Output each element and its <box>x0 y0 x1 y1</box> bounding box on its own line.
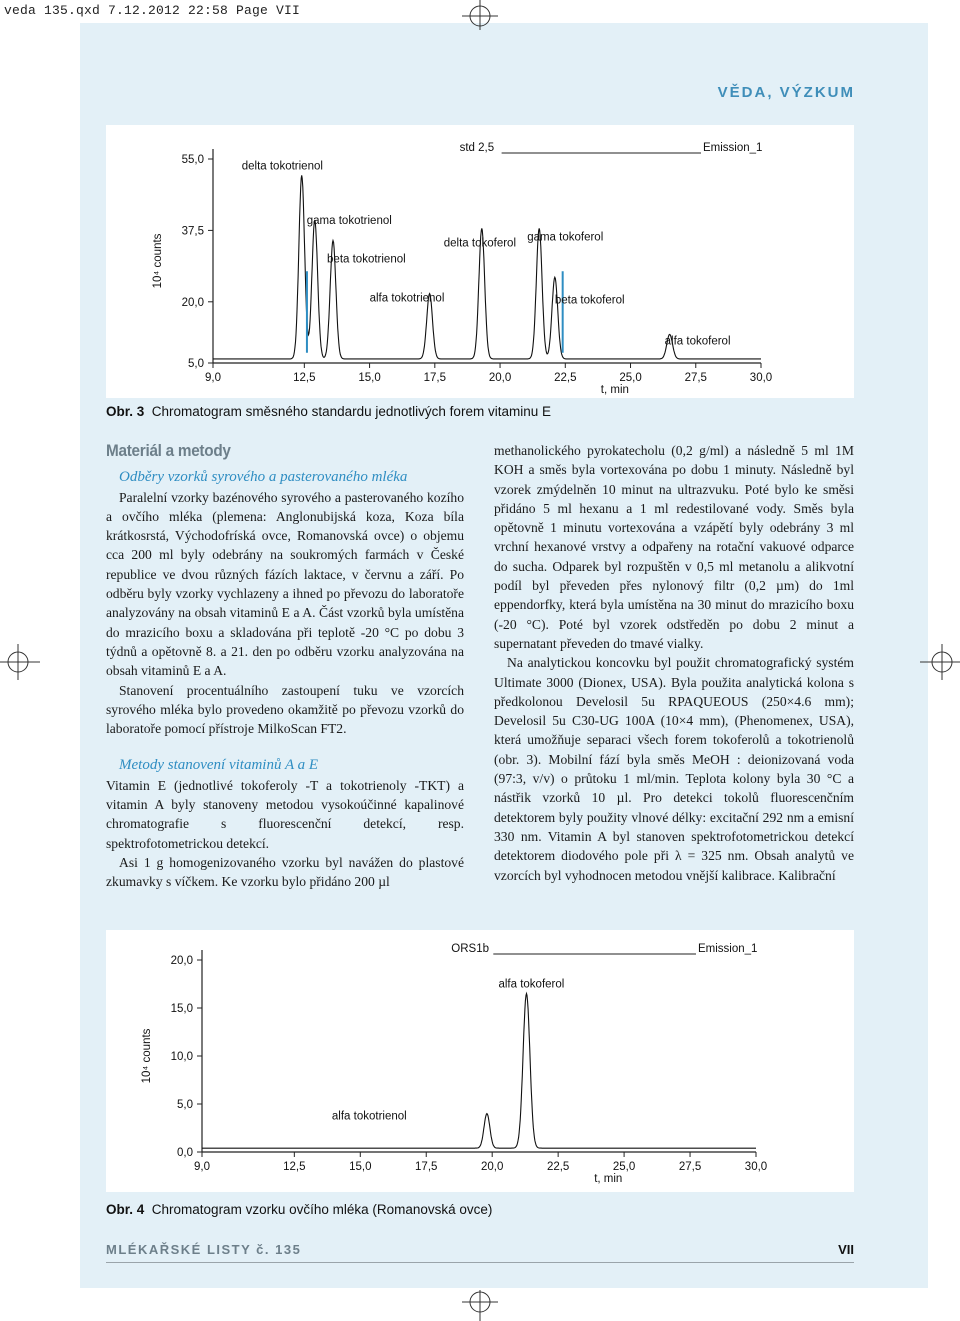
figure3-chart-box <box>106 125 854 398</box>
x-tick-label: 17,5 <box>415 1161 438 1173</box>
footer-divider <box>106 1262 854 1263</box>
paragraph-fat-content: Stanovení procentuálního zastoupení tuku ve vzorcích syrového mléka bylo provedeno okamžitě po převozu vzorků do laboratoře pomocí přístroje MilkoScan FT2. <box>106 682 464 737</box>
x-axis-label: t, min <box>600 384 629 396</box>
x-tick-label: 20,0 <box>488 372 512 384</box>
x-tick-label: 9,0 <box>205 372 221 384</box>
paragraph-extraction: methanolického pyrokatecholu (0,2 g/ml) a následně 5 ml 1M KOH a směs byla vortexována po dobu 1 minuty. Následně byl vzorek zmýdelněn 10 minut na ultrazvuku. Poté bylo ke směsi přidáno 5 ml hexanu a 1 ml redestilované vody. Směs byla opětovně 1 minutu vortexována a vzápětí byly odebrány 3 ml vrchní hexanové vrstvy a odpařeny na rotační vakuové odparce do sucha. Odparek byl rozpuštěn v 0,5 ml metanolu a alikvotní podíl byl převeden přes nylonový filtr (0,2 µm) do 1ml eppendorfky, která byla umístěna na 30 minut do mrazicího boxu (-20 °C). Poté byl vzorek odstředěn po dobu 2 minut a supernatant převeden do tmavé vialky. <box>494 443 854 651</box>
peak-label: gama tokotrienol <box>306 215 392 228</box>
peak-label: alfa tokotrienol <box>331 1110 407 1123</box>
figure4-caption-text: Chromatogram vzorku ovčího mléka (Romanovská ovce) <box>151 1202 493 1217</box>
peak-label: delta tokoferol <box>443 237 517 250</box>
journal-name: MLÉKAŘSKÉ LISTY č. 135 <box>106 1242 302 1257</box>
legend-entry: Emission_1 <box>703 142 763 154</box>
peak-label: beta tokotrienol <box>327 253 406 266</box>
x-tick-label: 15,0 <box>349 1161 372 1173</box>
chromatogram-trace <box>213 175 761 359</box>
x-tick-label: 30,0 <box>744 1161 768 1173</box>
x-axis-label: t, min <box>594 1173 623 1185</box>
y-tick-label: 5,0 <box>177 1099 193 1111</box>
x-tick-label: 20,0 <box>480 1161 504 1173</box>
x-tick-label: 12,5 <box>293 372 316 384</box>
x-tick-label: 22,5 <box>554 372 577 384</box>
page-number: VII <box>838 1242 854 1257</box>
x-tick-label: 15,0 <box>358 372 381 384</box>
x-tick-label: 22,5 <box>546 1161 570 1173</box>
section-header: VĚDA, VÝZKUM <box>717 84 855 101</box>
registration-mark-right <box>920 640 960 684</box>
peak-label: alfa tokotrienol <box>369 292 445 305</box>
right-text-column <box>494 441 854 885</box>
paragraph-vitamin-methods: Vitamin E (jednotlivé tokoferoly -T a tokotrienoly -TKT) a vitamin A byly stanoveny metodou vysokoúčinné kapalinové chromatografie s fluorescenční detekcí, resp. spektrofotometrickou detekcí. <box>106 777 464 851</box>
peak-label: gama tokoferol <box>527 231 604 244</box>
x-tick-label: 25,0 <box>612 1161 636 1173</box>
y-tick-label: 20,0 <box>170 955 193 967</box>
chromatogram-trace <box>202 994 756 1149</box>
figure3-caption-label: Obr. 3 <box>106 404 145 419</box>
subheading-methods: Metody stanovení vitaminů A a E <box>119 757 318 774</box>
figure4-chromatogram <box>106 930 854 1192</box>
y-axis-label: 10⁴ counts <box>152 233 164 289</box>
figure4-chart-box <box>106 930 854 1192</box>
peak-label: delta tokotrienol <box>241 160 323 173</box>
peak-label: alfa tokoferol <box>664 335 731 348</box>
chart-title: ORS1b <box>451 943 490 955</box>
x-tick-label: 9,0 <box>194 1161 210 1173</box>
y-tick-label: 20,0 <box>181 296 204 309</box>
registration-mark-bottom <box>458 1290 502 1321</box>
print-slug: veda 135.qxd 7.12.2012 22:58 Page VII <box>4 3 301 18</box>
y-tick-label: 55,0 <box>181 154 204 166</box>
x-tick-label: 27,5 <box>678 1161 702 1173</box>
y-tick-label: 15,0 <box>170 1003 193 1015</box>
y-tick-label: 5,0 <box>188 358 204 370</box>
paragraph-sample-prep: Asi 1 g homogenizovaného vzorku byl navážen do plastové zkumavky s víčkem. Ke vzorku bylo přidáno 200 µl <box>106 854 464 890</box>
x-tick-label: 27,5 <box>684 372 707 384</box>
figure3-chromatogram <box>106 125 854 398</box>
subheading-sampling: Odběry vzorků syrového a pasterovaného mléka <box>119 469 408 486</box>
legend-entry: Emission_1 <box>698 943 758 955</box>
y-tick-label: 10,0 <box>170 1051 193 1063</box>
peak-label: beta tokoferol <box>554 294 625 307</box>
peak-label: alfa tokoferol <box>498 978 565 991</box>
y-axis-label: 10⁴ counts <box>141 1028 153 1084</box>
figure4-caption-label: Obr. 4 <box>106 1202 145 1217</box>
x-tick-label: 30,0 <box>749 372 773 384</box>
figure4-caption <box>106 1202 492 1217</box>
paragraph-hplc-system: Na analytickou koncovku byl použit chromatografický systém Ultimate 3000 (Dionex, USA). Byla použita analytická kolona s předkolonou Develosil 5u RPAQUEOUS (250×4.6 mm); Develosil 5u C30-UG 100A (10×4 mm), (Phenomenex, USA), která umožňuje separaci všech forem tokoferolů a tokotrienolů (obr. 3). Mobilní fází byla směs MeOH : deionizovaná voda (97:3, v/v) o průtoku 1 ml/min. Teplota kolony byla 30 °C a nástřik vzorků 10 µl. Pro detekci tokolů fluorescenčním detektorem byly použity vlnové délky: excitační 292 nm a emisní 330 nm. Vitamin A byl stanoven spektrofotometrickou detekcí detektorem diodového pole při λ = 325 nm. Obsah analytů ve vzorcích byl vyhodnocen metodou vnější kalibrace. Kalibrační <box>494 655 854 883</box>
x-tick-label: 25,0 <box>619 372 642 384</box>
chart-title: std 2,5 <box>459 142 495 154</box>
paragraph-sampling: Paralelní vzorky bazénového syrového a pasterovaného kozího a ovčího mléka (plemena: Anglonubijská koza, Koza bíla krátkosrstá, Východofríská ovce, Romanovská ovce) o objemu cca 200 ml byly odebrány na soukromých farmách v České republice ve dvou různých fázích laktace, v červnu a září. Po odběru byly vzorky vychlazeny a ihned po převozu do laboratoře analyzovány na obsah vitaminů E a A. Část vzorků byla umístěna do mrazicího boxu a skladována při teplotě -20 °C po dobu 3 týdnů a opětovně 8. a 21. den po odběru vzorku analyzována na obsah vitaminů E a A. <box>106 489 464 679</box>
registration-mark-left <box>0 640 40 684</box>
registration-mark-top <box>458 0 502 30</box>
section-heading-materials: Materiál a metody <box>106 441 231 460</box>
figure3-caption-text: Chromatogram směsného standardu jednotlivých forem vitaminu E <box>151 404 551 419</box>
figure3-caption <box>106 404 551 419</box>
x-tick-label: 12,5 <box>283 1161 306 1173</box>
x-tick-label: 17,5 <box>423 372 447 384</box>
y-tick-label: 37,5 <box>181 225 204 238</box>
y-tick-label: 0,0 <box>177 1147 193 1159</box>
left-text-column <box>106 441 464 892</box>
